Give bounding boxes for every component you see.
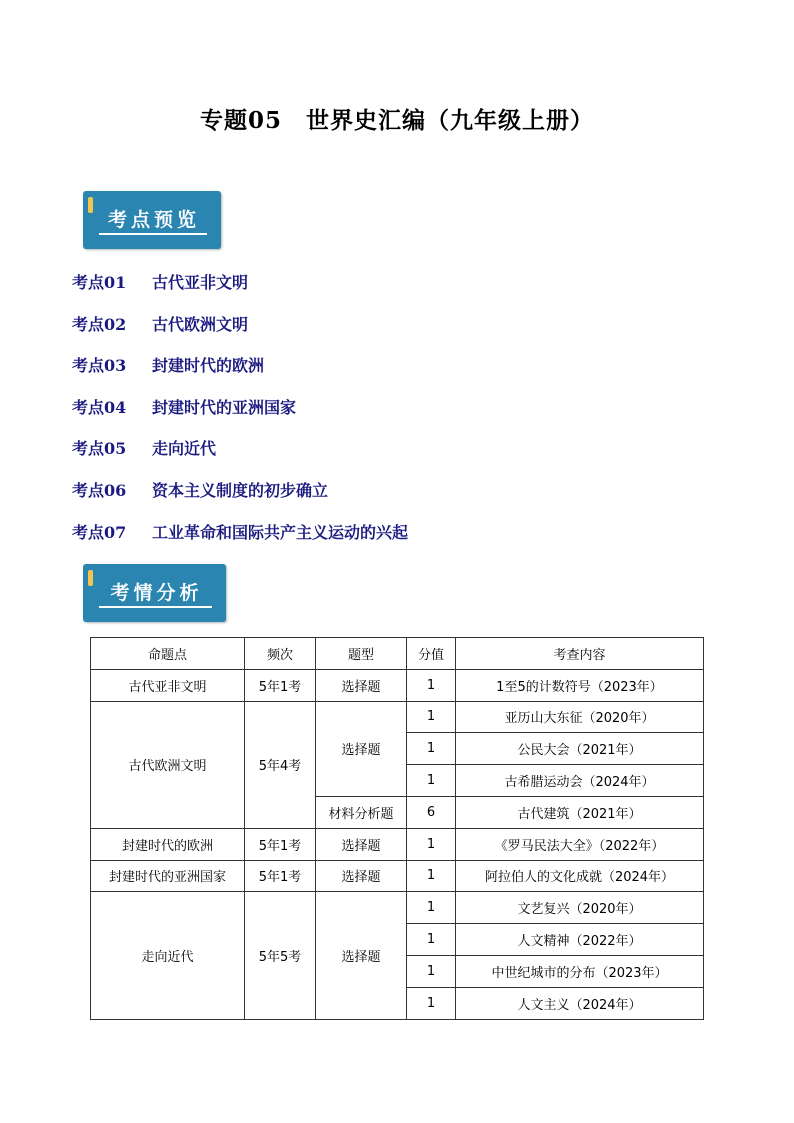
frequency-cell: 5年1考 — [245, 860, 316, 892]
score-cell: 1 — [407, 987, 456, 1019]
exam-point-id: 考点06 — [72, 480, 127, 500]
exam-point-id: 考点05 — [72, 439, 127, 459]
exam-point-list — [72, 268, 408, 559]
topic-cell: 封建时代的欧洲 — [91, 828, 245, 860]
content-cell: 古希腊运动会（2024年） — [456, 765, 704, 797]
header-cell: 考查内容 — [456, 638, 704, 670]
content-cell: 公民大会（2021年） — [456, 733, 704, 765]
score-cell: 1 — [407, 733, 456, 765]
topic-cell: 古代欧洲文明 — [91, 701, 245, 828]
bookmark-tab-icon — [88, 570, 93, 586]
exam-point-item — [72, 310, 408, 352]
table-header-row — [91, 638, 704, 670]
header-cell: 频次 — [245, 638, 316, 670]
header-cell: 命题点 — [91, 638, 245, 670]
section-badge-preview — [83, 191, 221, 249]
score-cell: 6 — [407, 796, 456, 828]
exam-point-item — [72, 518, 408, 560]
exam-point-id: 考点04 — [72, 397, 127, 417]
question-type-cell: 选择题 — [316, 701, 407, 796]
question-type-cell: 材料分析题 — [316, 796, 407, 828]
frequency-cell: 5年4考 — [245, 701, 316, 828]
content-cell: 亚历山大东征（2020年） — [456, 701, 704, 733]
table-row — [91, 860, 704, 892]
topic-cell: 封建时代的亚洲国家 — [91, 860, 245, 892]
exam-point-name: 资本主义制度的初步确立 — [152, 480, 329, 500]
exam-point-item — [72, 434, 408, 476]
content-cell: 《罗马民法大全》（2022年） — [456, 828, 704, 860]
section-badge-label: 考情分析 — [110, 582, 203, 604]
content-cell: 中世纪城市的分布（2023年） — [456, 955, 704, 987]
exam-point-id: 考点03 — [72, 356, 127, 376]
exam-point-name: 古代欧洲文明 — [152, 314, 249, 334]
score-cell: 1 — [407, 924, 456, 956]
score-cell: 1 — [407, 669, 456, 701]
content-cell: 人文精神（2022年） — [456, 924, 704, 956]
content-cell: 人文主义（2024年） — [456, 987, 704, 1019]
topic-cell: 古代亚非文明 — [91, 669, 245, 701]
exam-point-item — [72, 268, 408, 310]
question-type-cell: 选择题 — [316, 860, 407, 892]
badge-underline — [99, 233, 207, 235]
content-cell: 阿拉伯人的文化成就（2024年） — [456, 860, 704, 892]
table-row — [91, 892, 704, 924]
topic-cell: 走向近代 — [91, 892, 245, 1019]
exam-point-name: 封建时代的欧洲 — [152, 356, 265, 376]
exam-point-item — [72, 351, 408, 393]
exam-point-item — [72, 476, 408, 518]
exam-point-id: 考点02 — [72, 314, 127, 334]
score-cell: 1 — [407, 860, 456, 892]
content-cell: 1至5的计数符号（2023年） — [456, 669, 704, 701]
bookmark-tab-icon — [88, 197, 93, 213]
score-cell: 1 — [407, 765, 456, 797]
exam-analysis-table — [90, 637, 704, 1020]
question-type-cell: 选择题 — [316, 669, 407, 701]
header-cell: 题型 — [316, 638, 407, 670]
exam-point-id: 考点07 — [72, 522, 127, 542]
content-cell: 文艺复兴（2020年） — [456, 892, 704, 924]
table-row — [91, 669, 704, 701]
exam-point-item — [72, 393, 408, 435]
frequency-cell: 5年1考 — [245, 669, 316, 701]
table-row — [91, 701, 704, 733]
section-badge-analysis — [83, 564, 226, 622]
header-cell: 分值 — [407, 638, 456, 670]
content-cell: 古代建筑（2021年） — [456, 796, 704, 828]
question-type-cell: 选择题 — [316, 892, 407, 1019]
section-badge-label: 考点预览 — [107, 209, 200, 231]
table-row — [91, 828, 704, 860]
frequency-cell: 5年5考 — [245, 892, 316, 1019]
badge-underline — [99, 606, 212, 608]
page-title: 专题05 世界史汇编（九年级上册） — [199, 107, 594, 134]
exam-point-name: 古代亚非文明 — [152, 273, 249, 292]
exam-point-name: 封建时代的亚洲国家 — [152, 397, 297, 417]
frequency-cell: 5年1考 — [245, 828, 316, 860]
exam-point-name: 走向近代 — [152, 439, 217, 459]
exam-point-name: 工业革命和国际共产主义运动的兴起 — [152, 522, 409, 542]
score-cell: 1 — [407, 892, 456, 924]
score-cell: 1 — [407, 701, 456, 733]
question-type-cell: 选择题 — [316, 828, 407, 860]
score-cell: 1 — [407, 955, 456, 987]
exam-point-id: 考点01 — [72, 273, 127, 292]
score-cell: 1 — [407, 828, 456, 860]
